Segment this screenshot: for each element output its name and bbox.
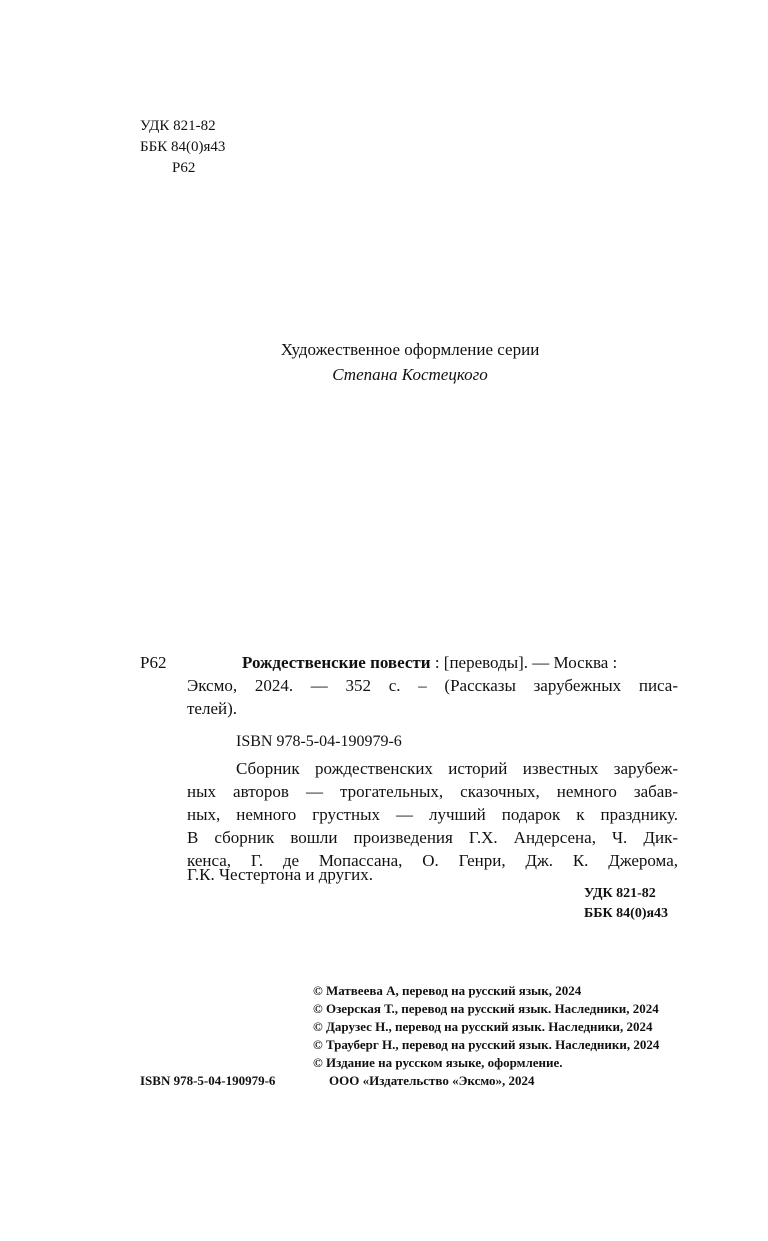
udk-code-top: УДК 821-82: [140, 118, 216, 134]
bibliographic-line2: Эксмо, 2024. — 352 с. – (Рассказы зарубежных писа-: [187, 676, 678, 695]
bbk-code-top: ББК 84(0)я43: [140, 139, 226, 155]
annotation-line-1: Сборник рождественских историй известных зарубеж-: [236, 759, 678, 778]
book-title: Рождественские повести: [242, 653, 431, 672]
bibliographic-title-line: [242, 651, 617, 674]
annotation-line-5: кенса, Г. де Мопассана, О. Генри, Дж. К. Джерома,: [187, 851, 678, 870]
bibliographic-line3: телей).: [187, 699, 238, 718]
copyright-line: © Издание на русском языке, оформление.: [313, 1055, 563, 1070]
annotation-line-6: Г.К. Честертона и других.: [187, 865, 374, 884]
bibliographic-title-rest: : [переводы]. — Москва :: [430, 653, 618, 672]
copyright-line: © Матвеева А, перевод на русский язык, 2024: [313, 983, 582, 998]
annotation-line-3: ных, немного грустных — лучший подарок к празднику.: [187, 805, 678, 824]
bbk-code-bottom: ББК 84(0)я43: [584, 906, 669, 921]
design-credit-artist: Степана Костецкого: [332, 365, 488, 384]
udk-code-bottom: УДК 821-82: [584, 886, 656, 901]
design-credit-line1: Художественное оформление серии: [280, 340, 540, 359]
copyright-line: © Дарузес Н., перевод на русский язык. Наследники, 2024: [313, 1019, 653, 1034]
copyright-line: © Озерская Т., перевод на русский язык. Наследники, 2024: [313, 1001, 659, 1016]
footer-isbn: ISBN 978-5-04-190979-6: [140, 1073, 276, 1088]
isbn-record: ISBN 978-5-04-190979-6: [236, 733, 402, 750]
author-mark-top: Р62: [172, 160, 196, 176]
footer-publisher: ООО «Издательство «Эксмо», 2024: [329, 1073, 535, 1088]
copyright-line: © Трауберг Н., перевод на русский язык. Наследники, 2024: [313, 1037, 660, 1052]
author-mark: Р62: [140, 653, 167, 672]
annotation-line-2: ных авторов — трогательных, сказочных, немного забав-: [187, 782, 678, 801]
annotation-line-4: В сборник вошли произведения Г.Х. Андерсена, Ч. Дик-: [187, 828, 678, 847]
